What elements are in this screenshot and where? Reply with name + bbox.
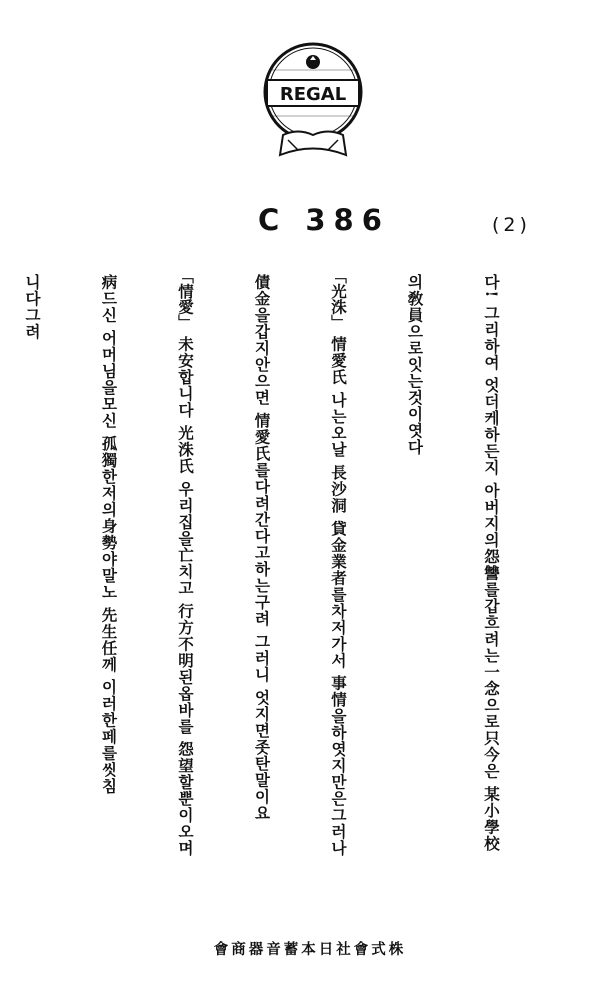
regal-logo-text: REGAL: [279, 84, 347, 105]
regal-logo: [258, 40, 368, 170]
text-column: [20, 268, 46, 908]
speaker-label: 「光洙」: [329, 268, 348, 330]
text-column: [402, 268, 428, 908]
lyric-text-area: [23, 268, 555, 908]
text-column: [173, 268, 199, 908]
speaker-label: 「情愛」: [176, 268, 195, 330]
publisher-line: 會商器音蓄本日社會式株: [213, 941, 407, 958]
catalog-number: C 386: [258, 203, 390, 237]
column-text: 니다그려: [23, 274, 42, 340]
page-number: (2): [492, 214, 531, 236]
text-column: [326, 268, 352, 908]
regal-logo-emblem: [258, 40, 368, 170]
lyric-columns: [23, 268, 555, 908]
column-text: 다! 그리하여 엇더케하든지 아버지의怨讐를갑흐려는一念으로只今은 某小學校: [482, 274, 501, 852]
column-text: 未安합니다 光洙氏 우리집을亡치고 行方不明된옵바를 怨望할뿐이오며: [176, 336, 195, 857]
text-column: [249, 268, 275, 908]
text-column: [96, 268, 122, 908]
column-text: 債金을갑지안으면 情愛氏를다려간다고하는구려 그러니 엇지면좃탄말이요: [252, 274, 272, 822]
column-text: 의敎員으로잇는것이엿다: [405, 274, 425, 456]
column-text: 情愛氏 나는오날 長沙洞 貸金業者를차저가서 事情을하엿지만은그러나: [329, 336, 348, 857]
text-column: [479, 268, 505, 908]
column-text: 病드신 어머님을모신 孤獨한저의身勢야말노 先生任께 이러한페를씻침: [99, 274, 119, 795]
